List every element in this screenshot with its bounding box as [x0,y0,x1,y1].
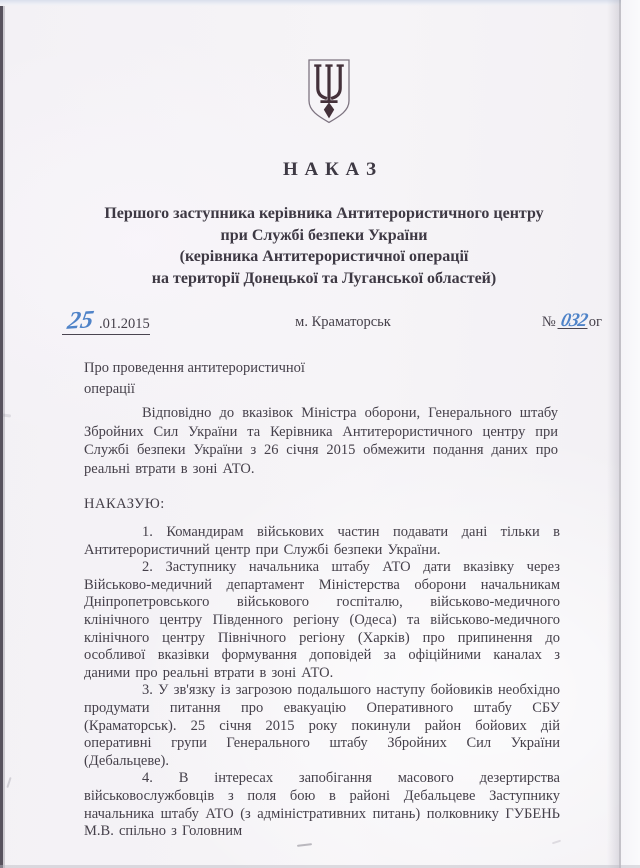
document-number-field [541,310,602,331]
ukraine-trident-emblem-icon [9,57,640,127]
scan-edge-right-band [621,0,640,868]
scan-edge-left-soft [3,6,5,868]
scan-edge-right-shadow [607,0,619,868]
order-items [84,524,560,841]
number-sign: № [541,314,556,330]
scan-edge-top [0,0,640,6]
number-suffix: ог [588,314,602,330]
issuer-heading [4,203,640,289]
subject-line: операції [84,380,135,397]
order-heading: НАКАЗУЮ: [84,496,165,512]
place-label: м. Краматорськ [295,314,391,330]
issuer-line: при Службі безпеки України [220,226,428,244]
subject-line: Про проведення антитерористичної [84,360,305,376]
order-item: 1. Командирам військових частин подавати дані тільки в Антитерористичний центр при Службі безпеки України. [84,524,560,558]
order-item: 3. У зв'язку із загрозою подальшого наступу бойовиків необхідно продумати питання про евакуацію Оперативного штабу СБУ (Краматорськ). 25 січня 2015 року покинули район бойових дій оперативні групи Генерального штабу Збройних Сил України (Дебальцеве). [84,682,560,769]
issuer-line: на території Донецької та Луганської областей) [151,269,497,287]
issuer-line: (керівника Антитерористичної операції [179,248,469,265]
intro-paragraph-block [84,404,558,478]
subject-block [84,358,305,399]
order-item: 4. В інтересах запобігання масового дезертирства військовослужбовців з поля бою в районі Дебальцеве Заступнику начальника штабу АТО (з адміністративних питань) полковнику ГУБЕНЬ М.В. спільно з Головним [84,770,560,840]
handwritten-number: 032 [559,310,590,331]
order-title: Н А К А З [282,159,378,180]
dateline [0,308,640,346]
typed-date: .01.2015 [99,316,150,332]
pencil-smudge [297,843,312,847]
order-item: 2. Заступнику начальника штабу АТО дати вказівку через Військово-медичний департамент Міністерства оборони начальникам Дніпропетровського військового госпіталю, військово-медичного клінічного центру Південного регіону (Одеса) та військово-медичного клінічного центру Північного регіону (Харків) про припинення до особливої вказівки формування доповідей за офіційними каналах з даними про реальні втрати в зоні АТО. [84,559,560,681]
handwritten-day: 25 [65,306,96,335]
issuer-line: Першого заступника керівника Антитерористичного центру [104,205,544,222]
pencil-smudge [6,777,11,788]
intro-paragraph: Відповідно до вказівок Міністра оборони, Генерального штабу Збройних Сил України та Керівника Антитерористичного центру при Службі безпеки України з 26 січня 2015 обмежити подання даних про реальні втрати в зоні АТО. [84,405,558,477]
